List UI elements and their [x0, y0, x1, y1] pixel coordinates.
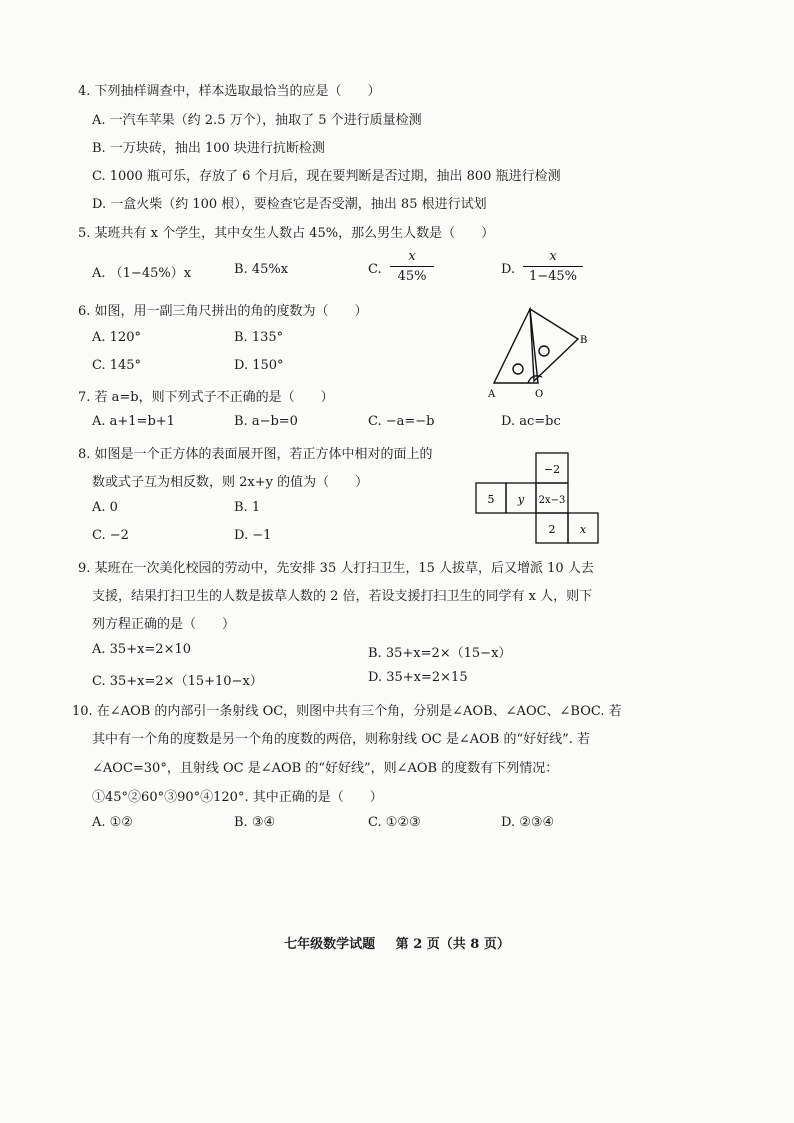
- q5-option-d-numerator: x: [523, 249, 583, 267]
- set-square-left-hole: [513, 364, 523, 374]
- q9-option-a: A. 35+x=2×10: [92, 642, 192, 657]
- figure-label-a: A: [488, 389, 496, 400]
- q5-option-d-label: D.: [501, 262, 516, 277]
- q5-option-b: B. 45%x: [234, 262, 289, 277]
- figure-label-o: O: [535, 389, 544, 400]
- net-text-row3: 2x−3: [538, 495, 566, 506]
- q10-option-a: A. ①②: [92, 815, 133, 830]
- q4-stem: 4. 下列抽样调查中，样本选取最恰当的应是（ ）: [78, 84, 381, 99]
- q10-line1: 10. 在∠AOB 的内部引一条射线 OC，则图中共有三个角，分别是∠AOB、∠AOC、∠BOC. 若: [72, 704, 622, 719]
- cube-net-figure: [474, 451, 602, 547]
- q9-option-d: D. 35+x=2×15: [368, 670, 468, 685]
- net-text-row2: y: [517, 493, 525, 506]
- q6-option-a: A. 120°: [92, 330, 141, 345]
- net-text-top: −2: [543, 463, 561, 476]
- net-text-bottom-right: x: [579, 523, 587, 536]
- net-text-bottom-left: 2: [548, 523, 556, 536]
- q8-option-b: B. 1: [234, 500, 261, 515]
- q5-option-c-denominator: 45%: [397, 269, 427, 284]
- q4-option-c: C. 1000 瓶可乐，存放了 6 个月后，现在要判断是否过期，抽出 800 瓶进行检测: [92, 169, 561, 184]
- q5-option-c-numerator: x: [390, 249, 434, 267]
- q6-option-d: D. 150°: [234, 358, 284, 373]
- page-footer: [0, 933, 794, 952]
- q9-option-b: B. 35+x=2×（15−x）: [368, 646, 512, 661]
- q7-stem: 7. 若 a=b，则下列式子不正确的是（ ）: [78, 390, 334, 405]
- q10-line4: ①45°②60°③90°④120°. 其中正确的是（ ）: [92, 790, 383, 805]
- q8-stem-line1: 8. 如图是一个正方体的表面展开图，若正方体中相对的面上的: [78, 447, 433, 462]
- q10-line3: ∠AOC=30°，且射线 OC 是∠AOB 的“好好线”，则∠AOB 的度数有下列情况：: [92, 761, 559, 776]
- q8-stem-line2: 数或式子互为相反数，则 2x+y 的值为（ ）: [92, 475, 369, 490]
- q9-line3: 列方程正确的是（ ）: [92, 617, 236, 632]
- set-squares-figure: [480, 303, 600, 403]
- q9-line1: 9. 某班在一次美化校园的劳动中，先安排 35 人打扫卫生，15 人拔草，后又增派 10 人去: [78, 561, 594, 576]
- q10-line2: 其中有一个角的度数是另一个角的度数的两倍，则称射线 OC 是∠AOB 的“好好线”. 若: [92, 732, 591, 747]
- q10-option-c: C. ①②③: [368, 815, 421, 830]
- q5-option-d-denominator: 1−45%: [528, 269, 578, 284]
- q10-option-d: D. ②③④: [501, 815, 555, 830]
- q7-option-c: C. −a=−b: [368, 414, 435, 429]
- q6-stem: 6. 如图，用一副三角尺拼出的角的度数为（ ）: [78, 304, 368, 319]
- q7-option-d: D. ac=bc: [501, 414, 561, 429]
- q6-option-b: B. 135°: [234, 330, 284, 345]
- q5-option-a: A. （1−45%）x: [92, 266, 192, 281]
- q5-option-c-fraction: [390, 249, 434, 284]
- figure-label-b: B: [580, 335, 588, 346]
- q8-option-d: D. −1: [234, 528, 272, 543]
- set-square-right-hole: [539, 346, 549, 356]
- q4-option-b: B. 一万块砖，抽出 100 块进行抗断检测: [92, 141, 325, 156]
- footer-subject: 七年级数学试题: [284, 937, 376, 952]
- q9-option-c: C. 35+x=2×（15+10−x）: [92, 674, 263, 689]
- q6-option-c: C. 145°: [92, 358, 142, 373]
- q7-option-a: A. a+1=b+1: [92, 414, 175, 429]
- q8-option-c: C. −2: [92, 528, 129, 543]
- net-text-row1: 5: [487, 493, 495, 506]
- q7-option-b: B. a−b=0: [234, 414, 298, 429]
- q8-option-a: A. 0: [92, 500, 118, 515]
- q9-line2: 支援，结果打扫卫生的人数是拔草人数的 2 倍，若设支援打扫卫生的同学有 x 人，则下: [92, 589, 593, 604]
- q10-option-b: B. ③④: [234, 815, 276, 830]
- q5-stem: 5. 某班共有 x 个学生，其中女生人数占 45%，那么男生人数是（ ）: [78, 226, 495, 241]
- q4-option-d: D. 一盒火柴（约 100 根），要检查它是否受潮，抽出 85 根进行试划: [92, 197, 487, 212]
- q5-option-c-label: C.: [368, 262, 382, 277]
- q5-option-d-fraction: [523, 249, 583, 284]
- q4-option-a: A. 一汽车苹果（约 2.5 万个），抽取了 5 个进行质量检测: [92, 113, 422, 128]
- footer-page-number: 第 2 页（共 8 页）: [395, 937, 510, 952]
